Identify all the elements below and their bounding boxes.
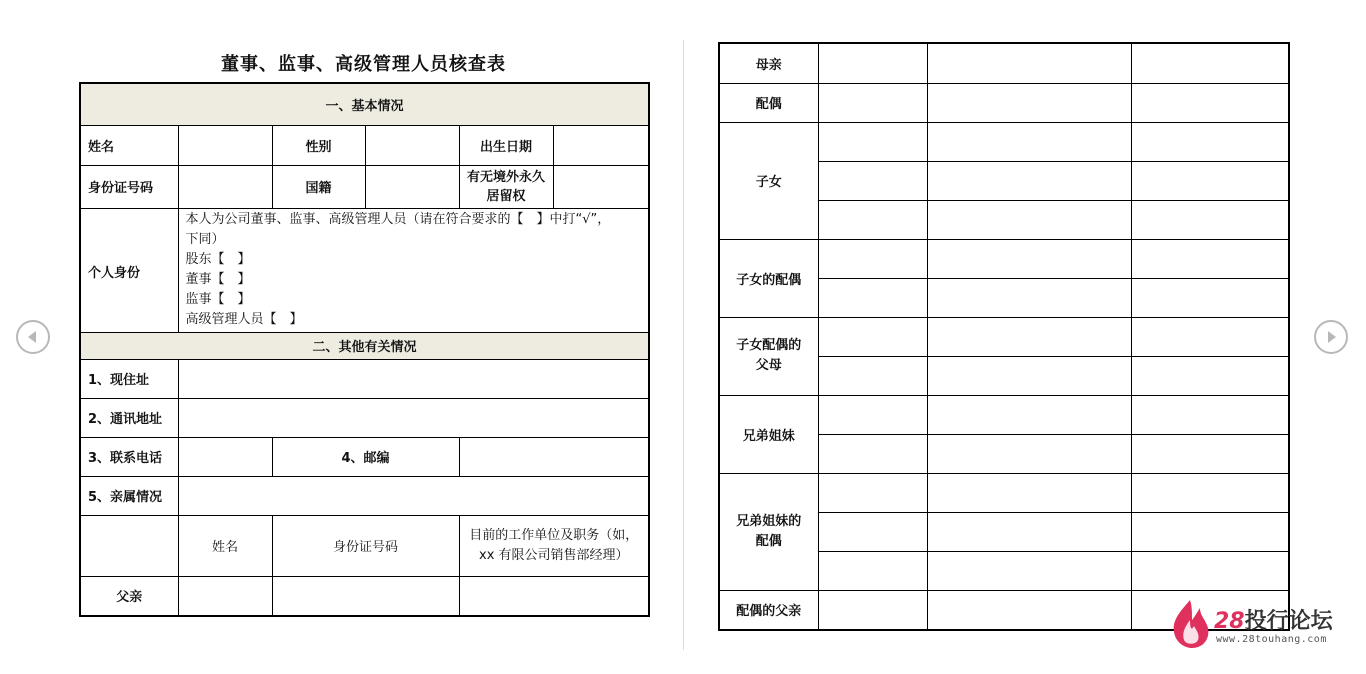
relative-work-field[interactable] — [1131, 239, 1289, 278]
father-id-field[interactable] — [272, 576, 459, 616]
relative-name-field[interactable] — [818, 551, 927, 590]
page-divider — [683, 40, 684, 650]
siblings-label: 兄弟姐妹 — [719, 395, 818, 473]
relative-id-field[interactable] — [927, 239, 1131, 278]
identity-label: 个人身份 — [80, 208, 178, 332]
relative-work-field[interactable] — [1131, 122, 1289, 161]
spouse-father-label: 配偶的父亲 — [719, 590, 818, 630]
relative-id-field[interactable] — [927, 83, 1131, 122]
relative-work-field[interactable] — [1131, 161, 1289, 200]
relative-id-field[interactable] — [927, 200, 1131, 239]
identity-line: 本人为公司董事、监事、高级管理人员（请在符合要求的【 】中打“√”， — [185, 211, 611, 227]
birth-field[interactable] — [553, 125, 649, 165]
relative-id-field[interactable] — [927, 278, 1131, 317]
gender-label: 性别 — [272, 125, 365, 165]
logo-number: 28 — [1214, 609, 1245, 634]
address-field[interactable] — [178, 359, 649, 398]
id-label: 身份证号码 — [80, 165, 178, 208]
relative-work-field[interactable] — [1131, 200, 1289, 239]
postcode-field[interactable] — [459, 437, 649, 476]
relative-work-field[interactable] — [1131, 278, 1289, 317]
relative-name-field[interactable] — [818, 83, 927, 122]
next-page-button[interactable] — [1314, 320, 1348, 354]
relative-id-field[interactable] — [927, 395, 1131, 434]
relative-name-field[interactable] — [818, 395, 927, 434]
name-label: 姓名 — [80, 125, 178, 165]
id-field[interactable] — [178, 165, 272, 208]
identity-content — [178, 208, 649, 332]
site-logo — [1170, 598, 1355, 650]
siblings-spouse-label: 兄弟姐妹的配偶 — [719, 473, 818, 590]
relative-id-field[interactable] — [927, 43, 1131, 83]
prev-page-button[interactable] — [16, 320, 50, 354]
father-label: 父亲 — [80, 576, 178, 616]
chevron-right-icon — [1316, 322, 1346, 352]
relative-name-field[interactable] — [818, 278, 927, 317]
relative-id-field[interactable] — [927, 434, 1131, 473]
relative-name-field[interactable] — [818, 590, 927, 630]
children-spouse-parents-label: 子女配偶的父母 — [719, 317, 818, 395]
relative-work-field[interactable] — [1131, 473, 1289, 512]
relative-name-field[interactable] — [818, 356, 927, 395]
relative-id-field[interactable] — [927, 512, 1131, 551]
section2-header: 二、其他有关情况 — [80, 332, 649, 359]
relative-id-field[interactable] — [927, 122, 1131, 161]
identity-option-director[interactable]: 董事【 】 — [185, 271, 251, 287]
relative-name-field[interactable] — [818, 122, 927, 161]
logo-name: 投行论坛 — [1244, 609, 1333, 634]
name-field[interactable] — [178, 125, 272, 165]
relative-name-field[interactable] — [818, 200, 927, 239]
children-spouse-label: 子女的配偶 — [719, 239, 818, 317]
birth-label: 出生日期 — [459, 125, 553, 165]
relative-id-field[interactable] — [927, 356, 1131, 395]
nationality-field[interactable] — [365, 165, 459, 208]
relative-name-field[interactable] — [818, 512, 927, 551]
relative-name-field[interactable] — [818, 317, 927, 356]
father-work-field[interactable] — [459, 576, 649, 616]
identity-option-senior-manager[interactable]: 高级管理人员【 】 — [185, 311, 303, 327]
chevron-left-icon — [18, 322, 48, 352]
nationality-label: 国籍 — [272, 165, 365, 208]
spouse-label: 配偶 — [719, 83, 818, 122]
relative-name-field[interactable] — [818, 161, 927, 200]
document-title: 董事、监事、高级管理人员核查表 — [221, 54, 506, 75]
identity-option-supervisor[interactable]: 监事【 】 — [185, 291, 251, 307]
relative-name-field[interactable] — [818, 473, 927, 512]
relative-work-field[interactable] — [1131, 317, 1289, 356]
relative-id-field[interactable] — [927, 590, 1131, 630]
col-header-name: 姓名 — [178, 515, 272, 576]
postcode-label: 4、邮编 — [272, 437, 459, 476]
mail-address-label: 2、通讯地址 — [80, 398, 178, 437]
phone-field[interactable] — [178, 437, 272, 476]
logo-url: www.28touhang.com — [1216, 634, 1327, 645]
relative-work-field[interactable] — [1131, 551, 1289, 590]
phone-label: 3、联系电话 — [80, 437, 178, 476]
residency-field[interactable] — [553, 165, 649, 208]
gender-field[interactable] — [365, 125, 459, 165]
address-label: 1、现住址 — [80, 359, 178, 398]
col-header-work: 目前的工作单位及职务（如，xx 有限公司销售部经理） — [459, 515, 649, 576]
relative-name-field[interactable] — [818, 239, 927, 278]
relatives-label: 5、亲属情况 — [80, 476, 178, 515]
relative-work-field[interactable] — [1131, 512, 1289, 551]
relative-name-field[interactable] — [818, 434, 927, 473]
relative-id-field[interactable] — [927, 473, 1131, 512]
children-label: 子女 — [719, 122, 818, 239]
mail-address-field[interactable] — [178, 398, 649, 437]
relative-work-field[interactable] — [1131, 395, 1289, 434]
relative-work-field[interactable] — [1131, 434, 1289, 473]
relative-id-field[interactable] — [927, 551, 1131, 590]
residency-label: 有无境外永久居留权 — [459, 165, 553, 208]
mother-label: 母亲 — [719, 43, 818, 83]
relative-work-field[interactable] — [1131, 83, 1289, 122]
relative-name-field[interactable] — [818, 43, 927, 83]
relative-id-field[interactable] — [927, 317, 1131, 356]
identity-option-shareholder[interactable]: 股东【 】 — [185, 251, 251, 267]
section1-header: 一、基本情况 — [80, 83, 649, 125]
father-name-field[interactable] — [178, 576, 272, 616]
relative-work-field[interactable] — [1131, 356, 1289, 395]
relatives-table — [718, 42, 1290, 631]
flame-icon — [1170, 598, 1210, 650]
col-header-id: 身份证号码 — [272, 515, 459, 576]
identity-line: 下同） — [185, 231, 225, 247]
relative-id-field[interactable] — [927, 161, 1131, 200]
relative-work-field[interactable] — [1131, 43, 1289, 83]
basic-info-table — [79, 82, 650, 617]
